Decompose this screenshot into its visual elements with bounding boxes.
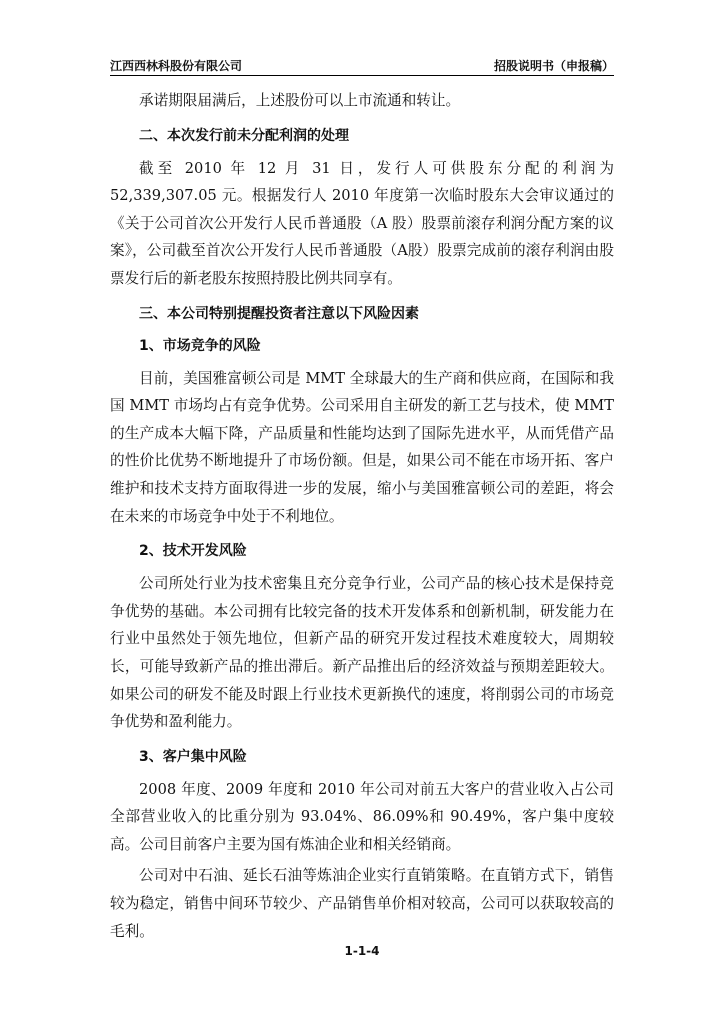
paragraph-customer-concentration-ratio: 2008 年度、2009 年度和 2010 年公司对前五大客户的营业收入占公司全部营业收入的比重分别为 93.04%、86.09%和 90.49%，客户集中度较高。公司目前客户主要为国有炼油企业和相关经销商。 [110, 780, 614, 853]
page-header [110, 57, 614, 75]
paragraph-undistributed-profit: 截至 2010 年 12 月 31 日，发行人可供股东分配的利润为 52,339,307.05 元。根据发行人 2010 年度第一次临时股东大会审议通过的《关于公司首次公开发行人民币普通股（A 股）股票前滚存利润分配方案的议案》，公司截至首次公开发行人民币普通股（A股）股票完成前的滚存利润由股票发行后的新老股东按照持股比例共同享有。 [110, 159, 614, 287]
subheading-market-competition-risk: 1、市场竞争的风险 [139, 337, 261, 354]
subheading-customer-concentration-risk: 3、客户集中风险 [139, 748, 247, 765]
paragraph-technology-development-risk: 公司所处行业为技术密集且充分竞争行业，公司产品的核心技术是保持竞争优势的基础。本公司拥有比较完备的技术开发体系和创新机制，研发能力在行业中虽然处于领先地位，但新产品的研究开发过程技术难度较大，周期较长，可能导致新产品的推出滞后。新产品推出后的经济效益与预期差距较大。如果公司的研发不能及时跟上行业技术更新换代的速度，将削弱公司的市场竞争优势和盈利能力。 [110, 575, 614, 731]
section-heading-undistributed-profit: 二、本次发行前未分配利润的处理 [139, 127, 349, 144]
section-heading-risk-factors: 三、本公司特别提醒投资者注意以下风险因素 [139, 305, 419, 322]
document-body [110, 85, 614, 945]
subheading-technology-development-risk: 2、技术开发风险 [139, 543, 247, 560]
paragraph-market-competition-risk: 目前，美国雅富顿公司是 MMT 全球最大的生产商和供应商，在国际和我国 MMT 市场均占有竞争优势。公司采用自主研发的新工艺与技术，使 MMT 的生产成本大幅下降，产品质量和性能均达到了国际先进水平，从而凭借产品的性价比优势不断地提升了市场份额。但是，如果公司不能在市场开拓、客户维护和技术支持方面取得进一步的发展，缩小与美国雅富顿公司的差距，将会在未来的市场竞争中处于不利地位。 [110, 369, 614, 525]
header-company-name: 江西西林科股份有限公司 [110, 59, 243, 73]
header-document-title: 招股说明书（申报稿） [493, 59, 614, 73]
paragraph-direct-sales: 公司对中石油、延长石油等炼油企业实行直销策略。在直销方式下，销售较为稳定，销售中间环节较少、产品销售单价相对较高，公司可以获取较高的毛利。 [110, 867, 614, 940]
page-number: 1-1-4 [344, 944, 380, 958]
header-rule [110, 75, 614, 76]
paragraph-lockup-end: 承诺期限届满后，上述股份可以上市流通和转让。 [139, 92, 461, 109]
